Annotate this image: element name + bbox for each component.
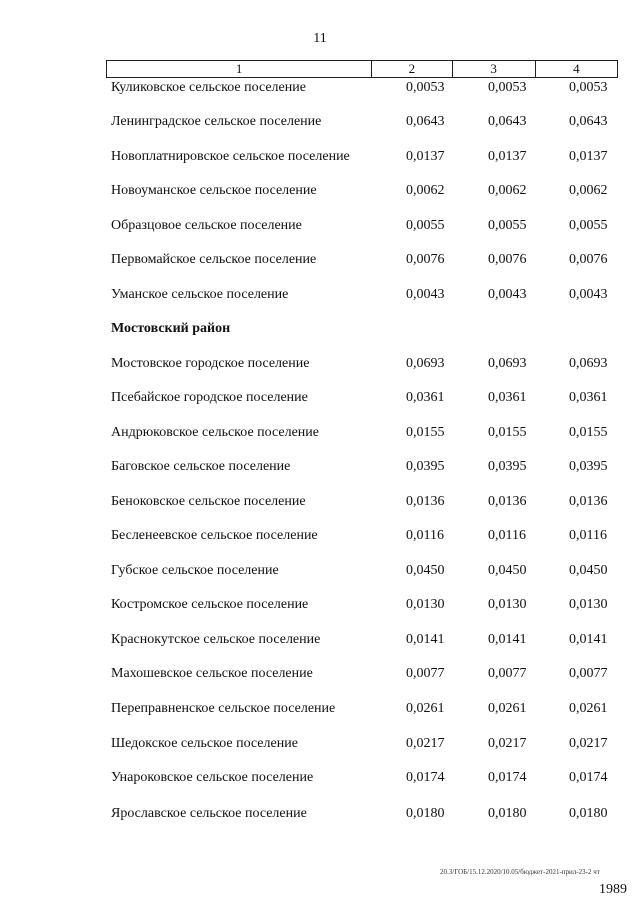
value-col-4: 0,0643 bbox=[569, 114, 608, 129]
table-header bbox=[106, 60, 618, 78]
value-col-3: 0,0180 bbox=[488, 806, 527, 821]
value-col-3: 0,0130 bbox=[488, 597, 527, 612]
sheet-number: 1989 bbox=[599, 882, 627, 897]
value-col-2: 0,0130 bbox=[406, 597, 445, 612]
value-col-2: 0,0055 bbox=[406, 218, 445, 233]
value-col-2: 0,0180 bbox=[406, 806, 445, 821]
settlement-name: Махошевское сельское поселение bbox=[111, 666, 313, 681]
value-col-3: 0,0155 bbox=[488, 425, 527, 440]
value-col-2: 0,0174 bbox=[406, 770, 445, 785]
settlement-name: Образцовое сельское поселение bbox=[111, 218, 302, 233]
settlement-name: Баговское сельское поселение bbox=[111, 459, 291, 474]
settlement-name: Бесленеевское сельское поселение bbox=[111, 528, 318, 543]
table-row bbox=[0, 526, 640, 546]
value-col-3: 0,0217 bbox=[488, 736, 527, 751]
value-col-2: 0,0643 bbox=[406, 114, 445, 129]
value-col-3: 0,0062 bbox=[488, 183, 527, 198]
value-col-3: 0,0136 bbox=[488, 494, 527, 509]
table-row bbox=[0, 216, 640, 236]
value-col-2: 0,0062 bbox=[406, 183, 445, 198]
value-col-4: 0,0180 bbox=[569, 806, 608, 821]
table-row bbox=[0, 699, 640, 719]
value-col-2: 0,0077 bbox=[406, 666, 445, 681]
value-col-2: 0,0693 bbox=[406, 356, 445, 371]
value-col-4: 0,0053 bbox=[569, 80, 608, 95]
value-col-3: 0,0076 bbox=[488, 252, 527, 267]
settlement-name: Андрюковское сельское поселение bbox=[111, 425, 319, 440]
value-col-2: 0,0141 bbox=[406, 632, 445, 647]
table-row bbox=[0, 734, 640, 754]
table-row bbox=[0, 595, 640, 615]
value-col-4: 0,0217 bbox=[569, 736, 608, 751]
value-col-4: 0,0055 bbox=[569, 218, 608, 233]
settlement-name: Первомайское сельское поселение bbox=[111, 252, 317, 267]
table-row bbox=[0, 457, 640, 477]
table-row bbox=[0, 804, 640, 824]
settlement-name: Мостовское городское поселение bbox=[111, 356, 310, 371]
value-col-2: 0,0043 bbox=[406, 287, 445, 302]
section-heading bbox=[0, 319, 640, 339]
value-col-3: 0,0693 bbox=[488, 356, 527, 371]
value-col-4: 0,0395 bbox=[569, 459, 608, 474]
value-col-2: 0,0053 bbox=[406, 80, 445, 95]
settlement-name: Шедокское сельское поселение bbox=[111, 736, 298, 751]
value-col-2: 0,0361 bbox=[406, 390, 445, 405]
value-col-3: 0,0450 bbox=[488, 563, 527, 578]
table-row bbox=[0, 768, 640, 788]
value-col-3: 0,0053 bbox=[488, 80, 527, 95]
value-col-4: 0,0361 bbox=[569, 390, 608, 405]
table-row bbox=[0, 423, 640, 443]
settlement-name: Краснокутское сельское поселение bbox=[111, 632, 321, 647]
value-col-2: 0,0116 bbox=[406, 528, 444, 543]
value-col-3: 0,0043 bbox=[488, 287, 527, 302]
settlement-name: Ярославское сельское поселение bbox=[111, 806, 307, 821]
table-row bbox=[0, 78, 640, 98]
value-col-4: 0,0076 bbox=[569, 252, 608, 267]
column-header-1: 1 bbox=[107, 61, 372, 78]
table-row bbox=[0, 561, 640, 581]
table-row bbox=[0, 492, 640, 512]
value-col-2: 0,0076 bbox=[406, 252, 445, 267]
value-col-4: 0,0450 bbox=[569, 563, 608, 578]
value-col-2: 0,0155 bbox=[406, 425, 445, 440]
value-col-4: 0,0130 bbox=[569, 597, 608, 612]
settlement-name: Уманское сельское поселение bbox=[111, 287, 289, 302]
value-col-4: 0,0137 bbox=[569, 149, 608, 164]
table-row bbox=[0, 181, 640, 201]
table-row bbox=[0, 112, 640, 132]
value-col-3: 0,0395 bbox=[488, 459, 527, 474]
value-col-4: 0,0174 bbox=[569, 770, 608, 785]
district-name: Мостовский район bbox=[111, 321, 231, 336]
value-col-3: 0,0174 bbox=[488, 770, 527, 785]
settlement-name: Губское сельское поселение bbox=[111, 563, 279, 578]
settlement-name: Беноковское сельское поселение bbox=[111, 494, 306, 509]
page-number: 11 bbox=[313, 31, 327, 46]
value-col-4: 0,0693 bbox=[569, 356, 608, 371]
value-col-4: 0,0261 bbox=[569, 701, 608, 716]
value-col-4: 0,0116 bbox=[569, 528, 607, 543]
settlement-name: Переправненское сельское поселение bbox=[111, 701, 336, 716]
value-col-3: 0,0141 bbox=[488, 632, 527, 647]
settlement-name: Куликовское сельское поселение bbox=[111, 80, 306, 95]
value-col-3: 0,0077 bbox=[488, 666, 527, 681]
table-row bbox=[0, 630, 640, 650]
value-col-2: 0,0137 bbox=[406, 149, 445, 164]
value-col-2: 0,0450 bbox=[406, 563, 445, 578]
settlement-name: Новоуманское сельское поселение bbox=[111, 183, 317, 198]
table-row bbox=[0, 354, 640, 374]
settlement-name: Псебайское городское поселение bbox=[111, 390, 308, 405]
value-col-2: 0,0261 bbox=[406, 701, 445, 716]
value-col-3: 0,0137 bbox=[488, 149, 527, 164]
value-col-3: 0,0055 bbox=[488, 218, 527, 233]
table-row bbox=[0, 388, 640, 408]
settlement-name: Новоплатнировское сельское поселение bbox=[111, 149, 350, 164]
column-header-2: 2 bbox=[372, 61, 452, 78]
settlement-name: Ленинградское сельское поселение bbox=[111, 114, 322, 129]
value-col-4: 0,0141 bbox=[569, 632, 608, 647]
table-row bbox=[0, 250, 640, 270]
settlement-name: Унароковское сельское поселение bbox=[111, 770, 314, 785]
table-row bbox=[0, 285, 640, 305]
value-col-3: 0,0643 bbox=[488, 114, 527, 129]
document-code: 20.3/ГОБ/15.12.2020/10.05/бюджет-2021-прил-23-2 чт bbox=[440, 868, 600, 876]
value-col-4: 0,0062 bbox=[569, 183, 608, 198]
value-col-4: 0,0155 bbox=[569, 425, 608, 440]
value-col-4: 0,0043 bbox=[569, 287, 608, 302]
value-col-4: 0,0077 bbox=[569, 666, 608, 681]
column-header-3: 3 bbox=[452, 61, 535, 78]
table-row bbox=[0, 664, 640, 684]
value-col-2: 0,0217 bbox=[406, 736, 445, 751]
value-col-3: 0,0361 bbox=[488, 390, 527, 405]
value-col-2: 0,0395 bbox=[406, 459, 445, 474]
table-row bbox=[0, 147, 640, 167]
value-col-4: 0,0136 bbox=[569, 494, 608, 509]
column-header-4: 4 bbox=[535, 61, 617, 78]
value-col-3: 0,0116 bbox=[488, 528, 526, 543]
settlement-name: Костромское сельское поселение bbox=[111, 597, 309, 612]
value-col-3: 0,0261 bbox=[488, 701, 527, 716]
value-col-2: 0,0136 bbox=[406, 494, 445, 509]
